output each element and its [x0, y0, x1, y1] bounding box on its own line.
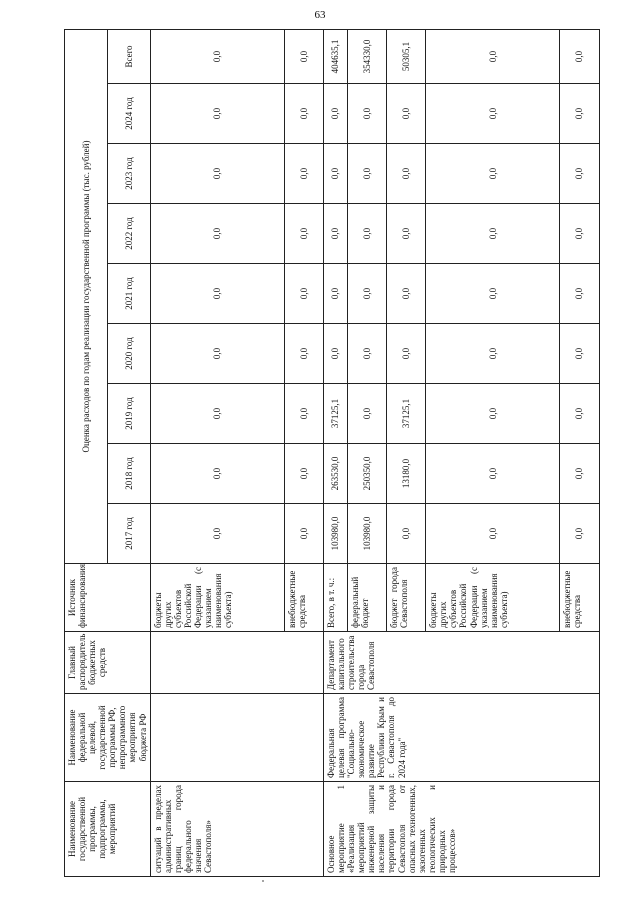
value-cell: 0,0 — [284, 84, 323, 144]
value-cell: 0,0 — [284, 264, 323, 324]
rotated-table-area — [64, 30, 585, 877]
total-cell: 0,0 — [560, 29, 599, 83]
value-cell: 0,0 — [150, 84, 284, 144]
value-cell: 13180,0 — [386, 444, 425, 504]
scan-speck — [262, 880, 264, 882]
value-cell: 0,0 — [150, 504, 284, 564]
value-cell: 0,0 — [426, 264, 560, 324]
header-year: 2018 год — [107, 444, 150, 504]
header-estimate: Оценка расходов по годам реализации государственной программы (тыс. рублей) — [65, 29, 108, 563]
manager-cell: Департамент капитального строительства города Севастополя — [323, 632, 599, 694]
value-cell: 0,0 — [386, 264, 425, 324]
source-cell: бюджеты других субъектов Российской Федерации (с указанием наименования субъекта) — [426, 564, 560, 632]
value-cell: 0,0 — [386, 84, 425, 144]
value-cell: 0,0 — [150, 204, 284, 264]
value-cell: 0,0 — [386, 324, 425, 384]
table-row — [150, 29, 284, 876]
total-cell: 404635,1 — [323, 29, 347, 83]
value-cell: 0,0 — [426, 144, 560, 204]
source-cell: внебюджетные средства — [284, 564, 323, 632]
value-cell: 0,0 — [560, 204, 599, 264]
value-cell: 0,0 — [323, 204, 347, 264]
program-name-cell: ситуаций в пределах административных границ города федерального значения Севастополя» — [150, 782, 323, 877]
value-cell: 0,0 — [284, 204, 323, 264]
rotated-table-container — [64, 30, 585, 877]
value-cell: 0,0 — [426, 444, 560, 504]
value-cell: 0,0 — [284, 324, 323, 384]
value-cell: 0,0 — [560, 264, 599, 324]
total-cell: 50305,1 — [386, 29, 425, 83]
financing-table — [64, 29, 600, 877]
value-cell: 0,0 — [386, 504, 425, 564]
value-cell: 0,0 — [560, 444, 599, 504]
header-year: 2022 год — [107, 204, 150, 264]
header-manager: Главный распорядитель бюджетных средств — [65, 632, 151, 694]
value-cell: 0,0 — [284, 444, 323, 504]
value-cell: 0,0 — [150, 384, 284, 444]
value-cell: 0,0 — [386, 204, 425, 264]
value-cell: 0,0 — [150, 144, 284, 204]
header-row — [65, 29, 108, 876]
value-cell: 0,0 — [323, 144, 347, 204]
federal-program-cell: Федеральная целевая программа "Социально-экономическое развитие Республики Крым и г. Севастополя до 2024 года" — [323, 694, 599, 782]
value-cell: 0,0 — [426, 204, 560, 264]
value-cell: 37125,1 — [323, 384, 347, 444]
value-cell: 0,0 — [426, 384, 560, 444]
value-cell: 0,0 — [323, 264, 347, 324]
page-number: 63 — [314, 9, 326, 21]
value-cell: 0,0 — [150, 264, 284, 324]
source-cell: внебюджетные средства — [560, 564, 599, 632]
total-cell: 354330,0 — [347, 29, 386, 83]
value-cell: 0,0 — [284, 144, 323, 204]
manager-cell — [150, 632, 323, 694]
value-cell: 103980,0 — [323, 504, 347, 564]
federal-program-cell — [150, 694, 323, 782]
value-cell: 0,0 — [426, 84, 560, 144]
value-cell: 0,0 — [150, 324, 284, 384]
value-cell: 0,0 — [347, 264, 386, 324]
value-cell: 0,0 — [284, 504, 323, 564]
value-cell: 103980,0 — [347, 504, 386, 564]
header-year: 2017 год — [107, 504, 150, 564]
header-federal: Наименование федеральной целевой, государственной программы РФ, непрограммного мероприятия бюджета РФ — [65, 694, 151, 782]
value-cell: 0,0 — [426, 324, 560, 384]
value-cell: 263530,0 — [323, 444, 347, 504]
value-cell: 0,0 — [323, 84, 347, 144]
value-cell: 0,0 — [347, 384, 386, 444]
value-cell: 0,0 — [347, 204, 386, 264]
value-cell: 0,0 — [560, 504, 599, 564]
value-cell: 0,0 — [560, 144, 599, 204]
total-cell: 0,0 — [150, 29, 284, 83]
value-cell: 0,0 — [150, 444, 284, 504]
value-cell: 0,0 — [386, 144, 425, 204]
header-total: Всего — [107, 29, 150, 83]
source-cell: бюджеты других субъектов Российской Федерации (с указанием наименования субъекта) — [150, 564, 284, 632]
value-cell: 0,0 — [347, 324, 386, 384]
header-year: 2023 год — [107, 144, 150, 204]
value-cell: 0,0 — [560, 384, 599, 444]
source-cell: федеральный бюджет — [347, 564, 386, 632]
value-cell: 0,0 — [347, 84, 386, 144]
table-row — [323, 29, 347, 876]
value-cell: 0,0 — [284, 384, 323, 444]
source-cell: бюджет города Севастополя — [386, 564, 425, 632]
header-year: 2021 год — [107, 264, 150, 324]
total-cell: 0,0 — [426, 29, 560, 83]
value-cell: 250350,0 — [347, 444, 386, 504]
program-name-cell: Основное мероприятие 1 «Реализация мероприятий инженерной защиты населения и территории города Севастополя от опасных техногенных, экзогенных геологических и природных процессов» — [323, 782, 599, 877]
header-year: 2024 год — [107, 84, 150, 144]
header-name: Наименование государственной программы, подпрограммы, мероприятий — [65, 782, 151, 877]
total-cell: 0,0 — [284, 29, 323, 83]
source-cell: Всего, в т. ч.: — [323, 564, 347, 632]
value-cell: 0,0 — [560, 324, 599, 384]
value-cell: 0,0 — [426, 504, 560, 564]
header-source: Источник финансирования — [65, 564, 151, 632]
value-cell: 0,0 — [323, 324, 347, 384]
header-year: 2019 год — [107, 384, 150, 444]
header-year: 2020 год — [107, 324, 150, 384]
value-cell: 0,0 — [347, 144, 386, 204]
value-cell: 37125,1 — [386, 384, 425, 444]
value-cell: 0,0 — [560, 84, 599, 144]
